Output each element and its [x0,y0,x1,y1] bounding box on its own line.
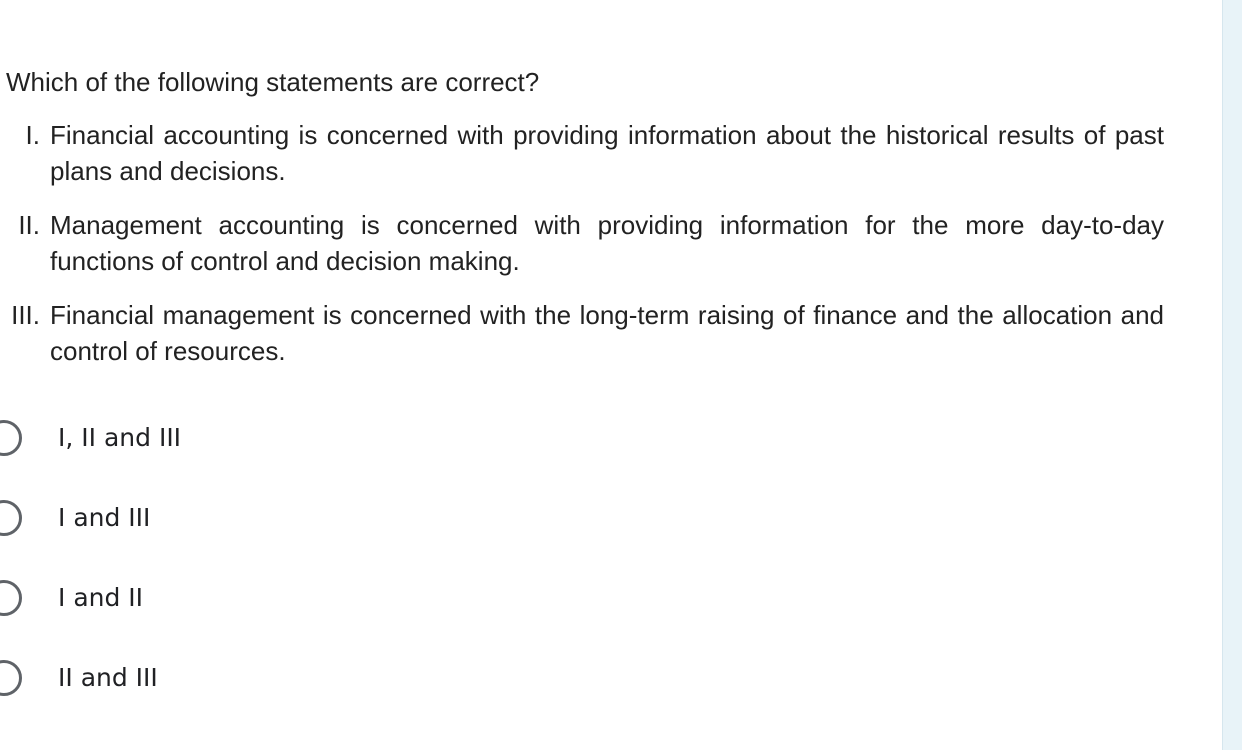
statement-text: Financial management is concerned with the long-term raising of finance and the allocation and control of resources. [50,300,1164,366]
statement-numeral: III. [11,300,40,330]
answer-option-label[interactable]: I and II [58,583,144,612]
statement-item [0,297,1164,369]
answer-option[interactable] [0,657,600,737]
statement-numeral: II. [18,210,40,240]
statement-item [0,117,1164,189]
answer-option-label[interactable]: I and III [58,503,151,532]
right-side-panel [1222,0,1242,750]
statement-numeral: I. [25,120,40,150]
radio-button[interactable] [0,420,22,456]
answer-options [0,417,600,737]
statement-item [0,207,1164,279]
radio-button[interactable] [0,660,22,696]
answer-option-label[interactable]: II and III [58,663,158,692]
statement-text: Management accounting is concerned with providing information for the more day-to-day functions of control and decision making. [50,210,1164,276]
answer-option-label[interactable]: I, II and III [58,423,182,452]
answer-option[interactable] [0,497,600,577]
radio-button[interactable] [0,500,22,536]
answer-option[interactable] [0,577,600,657]
statement-text: Financial accounting is concerned with providing information about the historical results of past plans and decisions. [50,120,1164,186]
question-title: Which of the following statements are correct? [6,67,540,97]
radio-button[interactable] [0,580,22,616]
statement-list [0,117,1170,387]
answer-option[interactable] [0,417,600,497]
